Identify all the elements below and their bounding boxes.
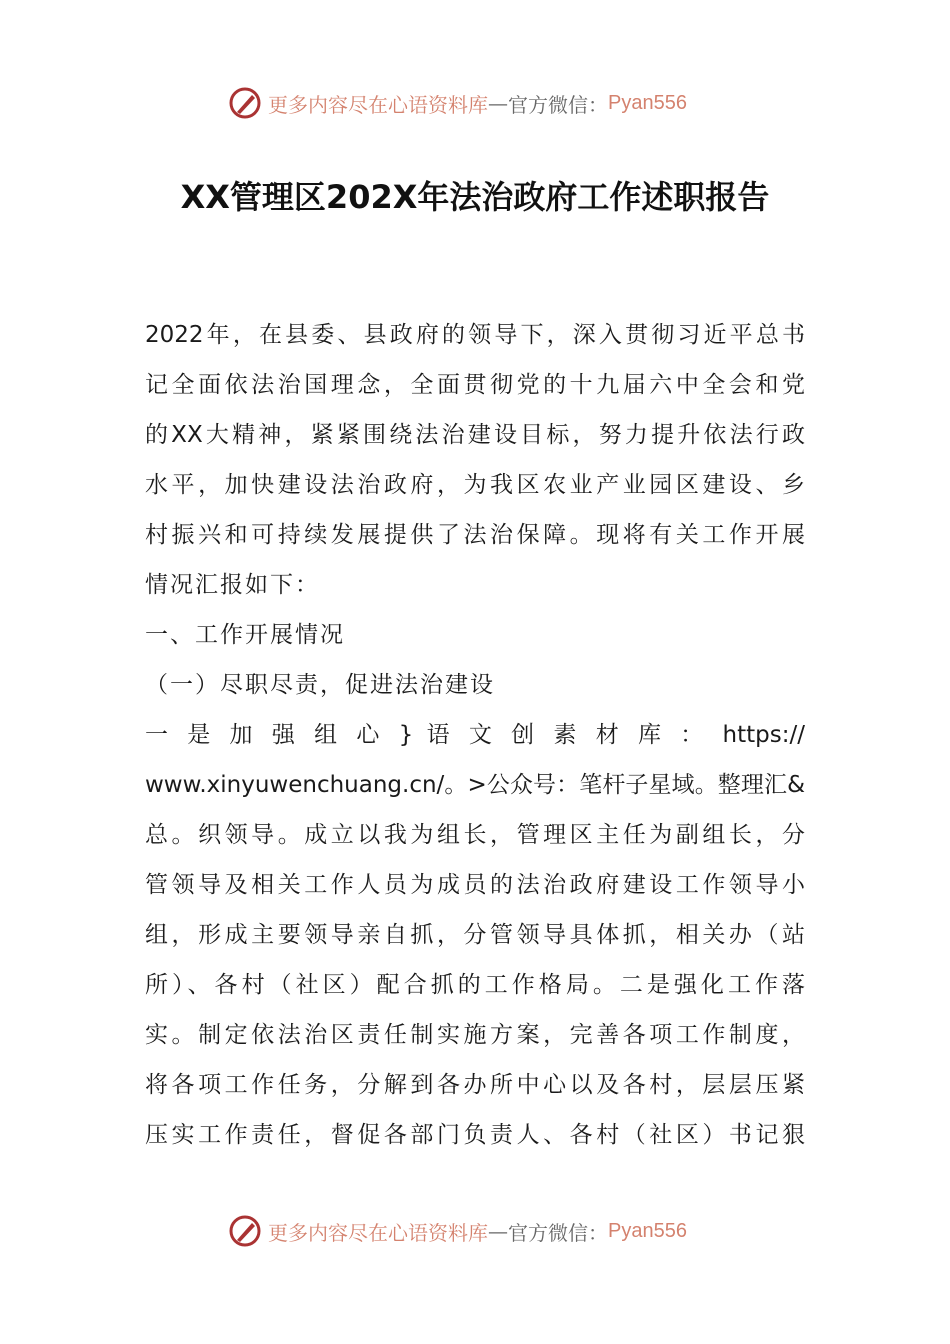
- text-line: 实。制定依法治区责任制实施方案，完善各项工作制度，: [145, 1022, 805, 1048]
- text-line: 村振兴和可持续发展提供了法治保障。现将有关工作开展: [145, 522, 805, 548]
- banner-main-text: 更多内容尽在心语资料库: [268, 92, 488, 117]
- text-line: 一、工作开展情况: [145, 622, 345, 648]
- text-line: 的XX大精神，紧紧围绕法治建设目标，努力提升依法行政: [145, 422, 805, 448]
- banner-account: Pyan556: [608, 91, 687, 114]
- banner-dash: —: [488, 1219, 508, 1243]
- text-line: 管领导及相关工作人员为成员的法治政府建设工作领导小: [145, 872, 805, 898]
- text-line: 一 是 加 强 组 心 } 语 文 创 素 材 库 ： https://: [145, 722, 805, 748]
- document-body: [145, 310, 805, 1160]
- banner-account: Pyan556: [608, 1219, 687, 1242]
- text-line: www.xinyuwenchuang.cn/。>公众号：笔杆子星域。整理汇&: [145, 772, 805, 798]
- document-title: XX管理区202X年法治政府工作述职报告: [180, 178, 770, 216]
- text-line: 压实工作责任，督促各部门负责人、各村（社区）书记狠: [145, 1122, 805, 1148]
- watermark-banner-top: [228, 83, 718, 123]
- banner-main-text: 更多内容尽在心语资料库: [268, 1220, 488, 1245]
- text-line: 所）、各村（社区）配合抓的工作格局。二是强化工作落: [145, 972, 805, 998]
- text-line: 将各项工作任务，分解到各办所中心以及各村，层层压紧: [145, 1072, 805, 1098]
- banner-sub-text: 官方微信：: [508, 1220, 608, 1245]
- text-line: 记全面依法治国理念，全面贯彻党的十九届六中全会和党: [145, 372, 805, 398]
- text-line: 水平，加快建设法治政府，为我区农业产业园区建设、乡: [145, 472, 805, 498]
- text-line: （一）尽职尽责，促进法治建设: [145, 672, 495, 698]
- banner-sub-text: 官方微信：: [508, 92, 608, 117]
- pen-logo-icon: [228, 1214, 262, 1248]
- text-line: 情况汇报如下：: [145, 572, 320, 598]
- pen-logo-icon: [228, 86, 262, 120]
- banner-dash: —: [488, 91, 508, 115]
- text-line: 组，形成主要领导亲自抓，分管领导具体抓，相关办（站: [145, 922, 805, 948]
- text-line: 总。织领导。成立以我为组长，管理区主任为副组长，分: [145, 822, 805, 848]
- watermark-banner-bottom: [228, 1211, 718, 1251]
- text-line: 2022年，在县委、县政府的领导下，深入贯彻习近平总书: [145, 322, 805, 348]
